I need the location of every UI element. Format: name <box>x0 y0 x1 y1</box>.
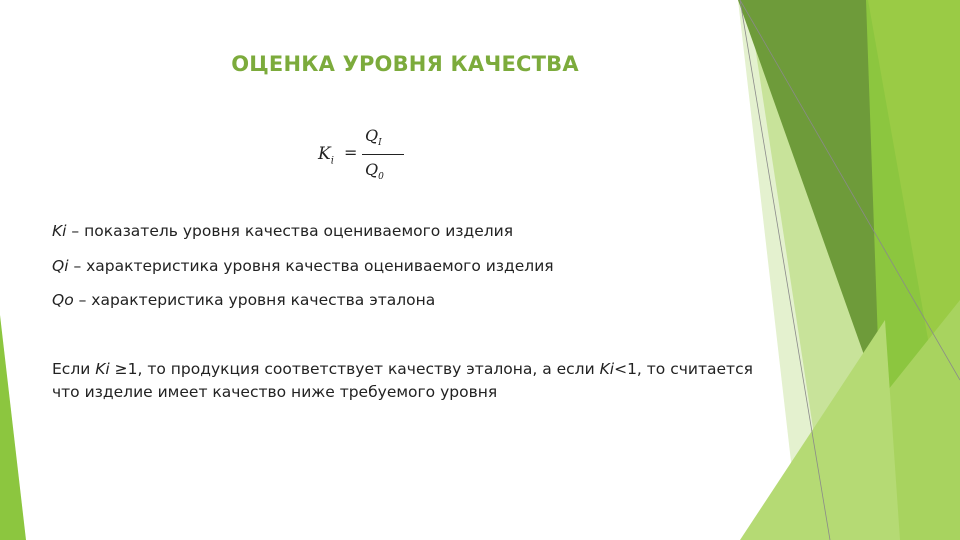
formula-numerator: $Q_I$ <box>365 126 382 149</box>
left-accent-triangle <box>0 315 26 540</box>
quality-formula <box>316 122 416 188</box>
definition-ki: Ki – показатель уровня качества оцениваемого изделия <box>52 222 514 240</box>
formula-lhs: $K_i$ <box>318 144 334 167</box>
formula-equals: = <box>344 143 358 162</box>
conclusion-paragraph: Если Ki ≥1, то продукция соответствует качеству эталона, а если Ki<1, то считается что изделие имеет качество ниже требуемого уровня <box>52 360 753 401</box>
fraction-bar <box>362 154 404 155</box>
definition-qo: Qo – характеристика уровня качества эталона <box>52 291 436 309</box>
formula-denominator: $Q_0$ <box>365 160 384 183</box>
definition-qi: Qi – характеристика уровня качества оцениваемого изделия <box>52 257 554 275</box>
slide-title: ОЦЕНКА УРОВНЯ КАЧЕСТВА <box>231 52 579 76</box>
